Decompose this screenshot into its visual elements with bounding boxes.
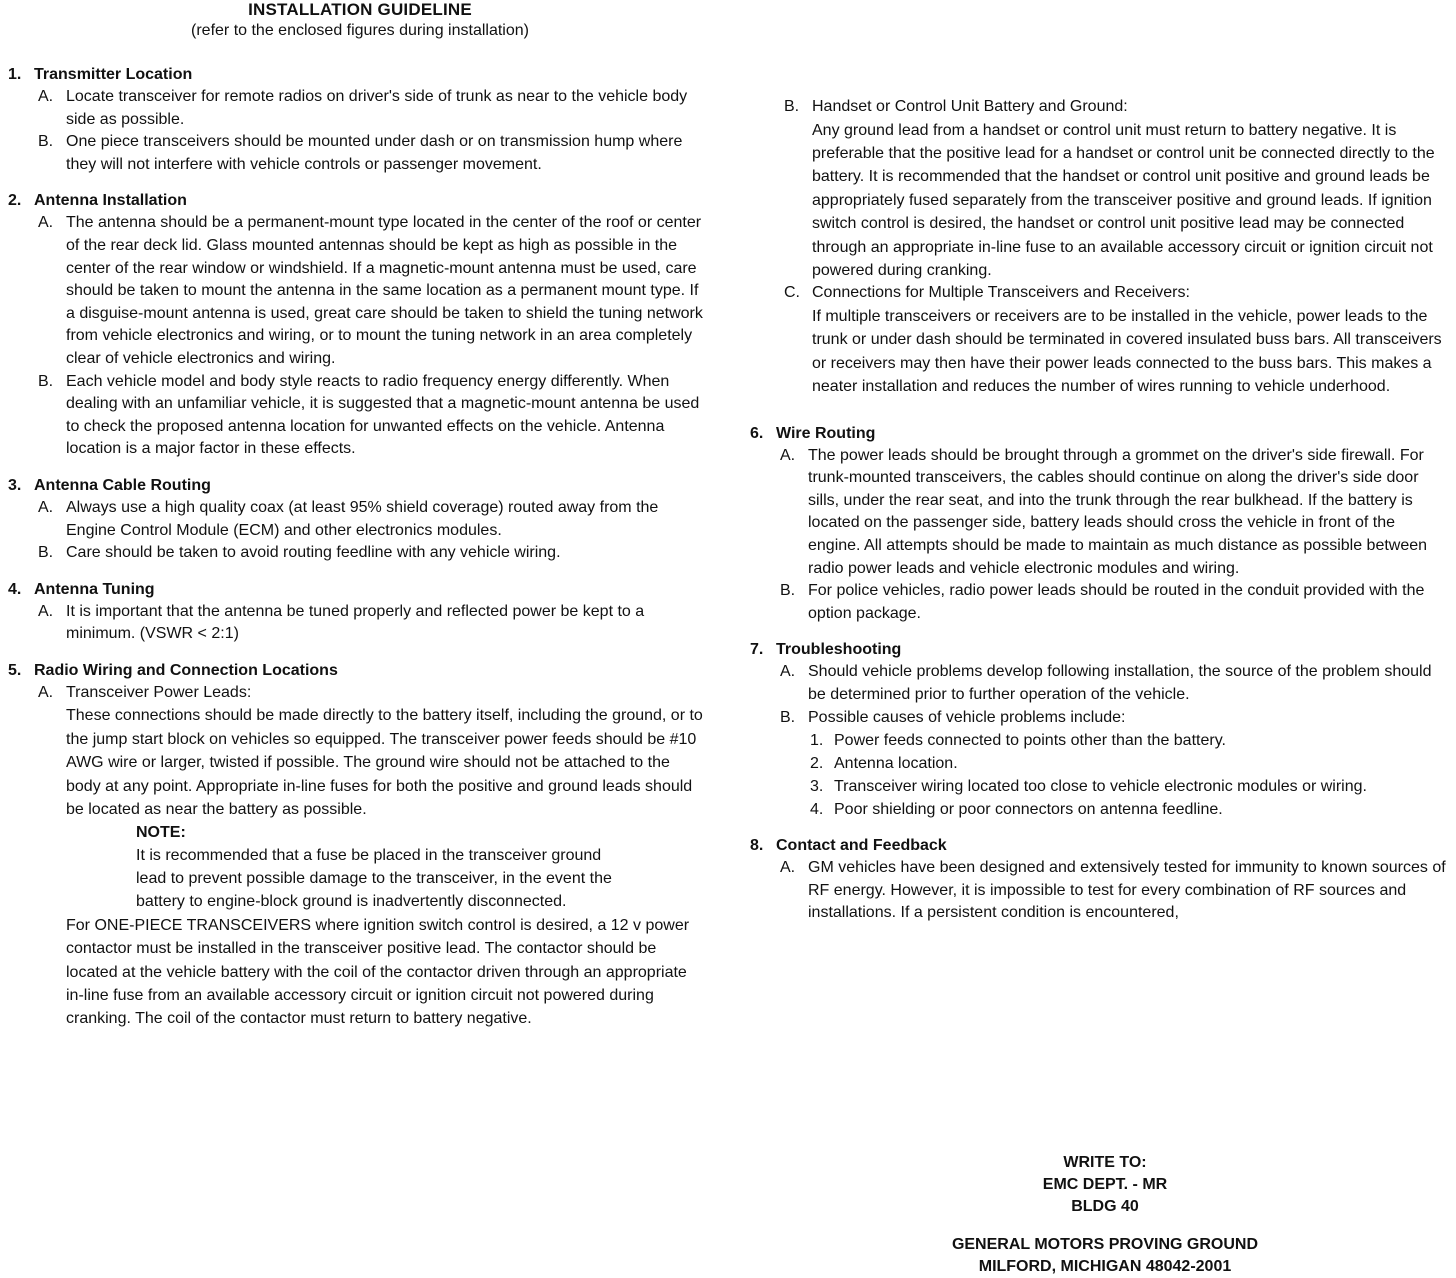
section-number: 4.	[8, 580, 22, 598]
section-title: Wire Routing	[776, 424, 876, 442]
paragraph-power-leads: These connections should be made directly to the battery itself, including the ground, or to the jump start block on vehicles so equipped. The transceiver power feeds should be #10 AWG wire or larger, twisted if possible. The ground wire should not be attached to the body at any point. Appropriate in-line fuses for both the positive and ground leads should be located as near the battery as possible.	[66, 707, 703, 819]
item-text: Locate transceiver for remote radios on driver's side of trunk as near to the vehicle body side as possible.	[66, 88, 688, 128]
section-title: Contact and Feedback	[776, 837, 947, 855]
contact-address-block	[880, 1152, 1330, 1278]
item-letter: B.	[780, 582, 796, 600]
section-contact-feedback	[750, 835, 1446, 925]
list-item	[38, 497, 708, 542]
section-number: 7.	[750, 641, 764, 659]
item-letter: B.	[38, 372, 54, 390]
list-item	[38, 86, 708, 131]
list-item	[810, 729, 1446, 752]
note-heading: NOTE:	[136, 823, 186, 841]
document-title: INSTALLATION GUIDELINE	[248, 0, 472, 19]
section-heading	[8, 190, 708, 212]
item-letter: A.	[780, 663, 796, 681]
list-item	[38, 601, 708, 646]
list-item	[38, 131, 708, 176]
item-text: The antenna should be a permanent-mount type located in the center of the roof or center of the rear deck lid. Glass mounted antennas should be kept as high as possible in the center of the rear window or windshield. If a magnetic-mount antenna must be used, care should be taken to mount the antenna in the same location as a permanent mount type. If a disguise-mount antenna is used, great care should be taken to shield the tuning network from vehicle electronics and wiring, or to mount the tuning network in an area completely clear of vehicle electronics and wiring.	[66, 214, 703, 367]
list-item	[780, 580, 1446, 625]
item-text: One piece transceivers should be mounted under dash or on transmission hump where they will not interfere with vehicle controls or passenger movement.	[66, 133, 683, 173]
section-radio-wiring-continued	[784, 96, 1446, 399]
section-number: 5.	[8, 661, 22, 679]
section-heading	[8, 660, 708, 682]
section-number: 2.	[8, 192, 22, 210]
item-letter: A.	[38, 602, 54, 620]
item-text: Should vehicle problems develop following installation, the source of the problem should be determined prior to further operation of the vehicle.	[808, 663, 1432, 703]
paragraph-handset-battery: Any ground lead from a handset or control unit must return to battery negative. It is preferable that the positive lead for a handset or control unit be connected directly to the battery. It is recommended that the handset or control unit positive and ground leads be appropriately fused separately from the transceiver positive and ground leads. If ignition switch control is desired, the handset or control unit positive lead may be connected through an appropriate in-line fuse to an available accessory circuit or ignition circuit not powered during cranking.	[812, 121, 1435, 280]
section-troubleshooting	[750, 639, 1446, 821]
contact-write-to: WRITE TO:	[1063, 1154, 1147, 1171]
item-text: It is important that the antenna be tuned properly and reflected power be kept to a minimum. (VSWR < 2:1)	[66, 602, 645, 643]
item-letter: A.	[780, 446, 796, 464]
document-subtitle: (refer to the enclosed figures during installation)	[191, 22, 529, 39]
section-title: Troubleshooting	[776, 641, 902, 659]
section-transmitter-location	[8, 64, 708, 176]
section-title: Antenna Cable Routing	[34, 476, 211, 494]
section-heading	[750, 423, 1446, 445]
list-item	[38, 682, 708, 705]
contact-department: EMC DEPT. - MR	[1042, 1176, 1168, 1193]
item-text: Transceiver wiring located too close to vehicle electronic modules or wiring.	[834, 778, 1367, 796]
item-letter: A.	[38, 88, 54, 105]
section-heading	[8, 579, 708, 601]
contact-city: MILFORD, MICHIGAN 48042-2001	[978, 1258, 1232, 1275]
contact-building: BLDG 40	[1071, 1198, 1139, 1215]
section-number: 1.	[8, 66, 22, 83]
item-text: The power leads should be brought through a grommet on the driver's side firewall. For trunk-mounted transceivers, the cables should continue on along the driver's side door sills, under the rear seat, and into the trunk through the rear bulkhead. If the battery is located on the passenger side, battery leads should cross the vehicle in front of the engine. All attempts should be made to maintain as much distance as possible between radio power leads and vehicle electronic modules and wiring.	[808, 446, 1428, 577]
section-title: Transmitter Location	[34, 66, 193, 83]
section-heading	[750, 835, 1446, 857]
section-radio-wiring	[8, 660, 708, 1031]
section-number: 3.	[8, 476, 22, 494]
item-number: 2.	[810, 755, 824, 773]
item-letter: A.	[38, 683, 54, 701]
paragraph-one-piece-transceivers: For ONE-PIECE TRANSCEIVERS where ignition switch control is desired, a 12 v power contactor must be installed in the transceiver positive lead. The contactor should be located at the vehicle battery with the coil of the contactor driven through an appropriate in-line fuse from an available accessory circuit or ignition circuit not powered during cranking. The coil of the contactor must return to battery negative.	[66, 916, 690, 1028]
right-column	[750, 96, 1446, 925]
item-text: Power feeds connected to points other than the battery.	[834, 732, 1226, 750]
item-text: Antenna location.	[834, 755, 958, 773]
item-letter: B.	[784, 98, 800, 115]
list-item	[810, 798, 1446, 821]
item-number: 1.	[810, 732, 824, 750]
item-text: Handset or Control Unit Battery and Ground:	[812, 98, 1128, 115]
item-text: Always use a high quality coax (at least 95% shield coverage) routed away from the Engine Control Module (ECM) and other electronics modules.	[66, 498, 659, 539]
list-item	[780, 857, 1446, 925]
list-item	[780, 445, 1446, 581]
item-number: 3.	[810, 778, 824, 796]
item-letter: A.	[38, 214, 54, 232]
causes-list	[810, 729, 1446, 821]
contact-organization: GENERAL MOTORS PROVING GROUND	[951, 1236, 1259, 1253]
list-item	[784, 282, 1446, 305]
item-text: Poor shielding or poor connectors on antenna feedline.	[834, 801, 1223, 819]
item-text: Transceiver Power Leads:	[66, 683, 252, 701]
list-item	[784, 96, 1446, 119]
note-text: It is recommended that a fuse be placed in the transceiver ground lead to prevent possible damage to the transceiver, in the event the battery to engine-block ground is inadvertently disconnected.	[136, 846, 612, 911]
item-text: Connections for Multiple Transceivers and Receivers:	[812, 284, 1190, 302]
section-number: 8.	[750, 837, 764, 855]
section-heading	[750, 639, 1446, 661]
item-text: Each vehicle model and body style reacts to radio frequency energy differently. When dealing with an unfamiliar vehicle, it is suggested that a magnetic-mount antenna be used to check the proposed antenna location for unwanted effects on the vehicle. Antenna location is a major factor in these effects.	[66, 372, 700, 458]
paragraph-multiple-transceivers: If multiple transceivers or receivers are to be installed in the vehicle, power leads to the trunk or under dash should be terminated in covered insulated buss bars. All transceivers or receivers may then have their power leads connected to the buss bars. This makes a neater installation and reduces the number of wires running to vehicle underhood.	[812, 308, 1442, 396]
item-letter: B.	[780, 708, 796, 726]
item-text: Possible causes of vehicle problems include:	[808, 708, 1126, 726]
section-antenna-tuning	[8, 579, 708, 646]
section-title: Antenna Installation	[34, 192, 187, 210]
section-antenna-cable-routing	[8, 475, 708, 565]
section-wire-routing	[750, 423, 1446, 626]
item-letter: B.	[38, 133, 54, 151]
section-title: Antenna Tuning	[34, 580, 155, 598]
section-heading	[8, 64, 708, 86]
item-number: 4.	[810, 801, 824, 819]
item-text: Care should be taken to avoid routing feedline with any vehicle wiring.	[66, 544, 561, 562]
item-letter: B.	[38, 544, 54, 562]
section-heading	[8, 475, 708, 497]
list-item	[780, 707, 1446, 730]
section-antenna-installation	[8, 190, 708, 461]
list-item	[810, 775, 1446, 798]
item-letter: C.	[784, 284, 800, 302]
section-number: 6.	[750, 424, 764, 442]
document-header	[0, 0, 720, 42]
item-letter: A.	[38, 498, 54, 516]
list-item	[780, 661, 1446, 706]
list-item	[38, 542, 708, 565]
item-letter: A.	[780, 859, 796, 877]
section-title: Radio Wiring and Connection Locations	[34, 661, 338, 679]
left-column	[8, 64, 708, 1031]
item-text: For police vehicles, radio power leads should be routed in the conduit provided with the option package.	[808, 582, 1425, 622]
list-item	[810, 752, 1446, 775]
list-item	[38, 371, 708, 461]
list-item	[38, 212, 708, 370]
item-text: GM vehicles have been designed and extensively tested for immunity to known sources of RF energy. However, it is impossible to test for every combination of RF sources and installations. If a persistent condition is encountered,	[808, 859, 1446, 922]
